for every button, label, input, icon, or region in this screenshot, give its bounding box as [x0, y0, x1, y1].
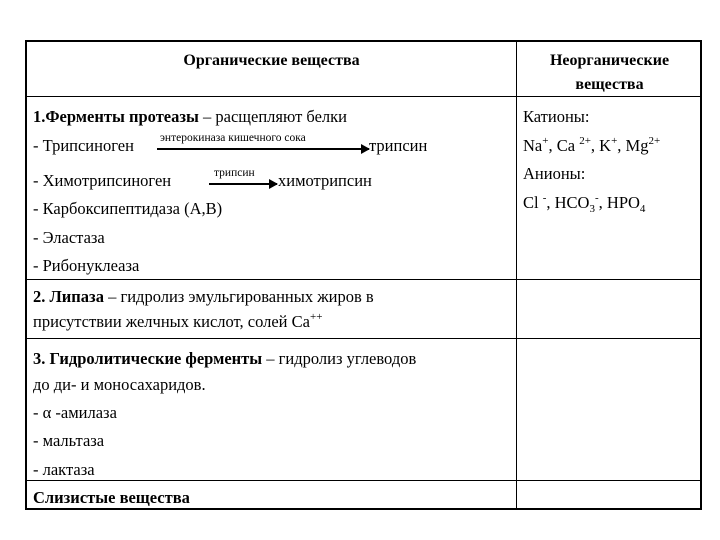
header-organic: Органические вещества: [183, 52, 360, 69]
trypsin-product: трипсин: [369, 136, 428, 155]
section3-number: 3.: [33, 349, 46, 368]
amylase-text: -амилаза: [51, 403, 117, 422]
cation-na-charge: +: [542, 135, 549, 147]
elastase-item: - Эластаза: [33, 228, 105, 247]
lactase-item: - лактаза: [33, 460, 95, 479]
mucous-substances: Слизистые вещества: [33, 488, 190, 507]
chymotrypsinogen-activator: трипсин: [214, 167, 255, 179]
section3-heading: [33, 344, 416, 373]
ribonuclease-item: - Рибонуклеаза: [33, 256, 140, 275]
calcium-charge: ++: [309, 311, 323, 323]
anion-hco3-charge: -: [594, 192, 599, 204]
section2-number: 2.: [33, 287, 46, 306]
section2-heading: [33, 284, 374, 309]
trypsinogen-activator: энтерокиназа кишечного сока: [160, 132, 306, 144]
cations-list: [523, 131, 660, 160]
section1-desc: – расщепляют белки: [198, 107, 347, 126]
cation-mg-charge: 2+: [648, 135, 661, 147]
alpha-symbol: α: [42, 403, 52, 422]
cations-label: Катионы:: [523, 107, 590, 126]
row-divider-3: [27, 480, 700, 481]
anions-list: [523, 188, 645, 217]
chymotrypsinogen-label: - Химотрипсиноген: [33, 171, 172, 190]
anion-hpo4-subscript: 4: [639, 203, 646, 215]
header-inorganic: [517, 49, 702, 97]
cation-k: , K: [590, 136, 612, 155]
section2-desc: – гидролиз эмульгированных жиров в: [103, 287, 374, 306]
amylase-prefix: -: [33, 403, 43, 422]
carboxypeptidase-item: - Карбоксипептидаза (А,В): [33, 199, 223, 218]
cation-ca: , Ca: [548, 136, 580, 155]
cation-ca-charge: 2+: [579, 135, 591, 147]
section2-line2: [33, 309, 322, 334]
section1-heading: [33, 102, 347, 131]
trypsinogen-label: - Трипсиноген: [33, 136, 134, 155]
chymotrypsinogen-arrow: [209, 183, 277, 185]
header-inorganic-line1: Неорганические: [549, 52, 670, 69]
anions-label: Анионы:: [523, 164, 586, 183]
enzymes-table: [25, 40, 702, 510]
row-divider-2: [27, 338, 700, 339]
section3-desc: – гидролиз углеводов: [262, 349, 417, 368]
section3-title: Гидролитические ферменты: [49, 349, 263, 368]
anion-cl-charge: -: [542, 192, 547, 204]
anion-hco3: , HCO: [546, 193, 590, 212]
section3-line2: до ди- и моносахаридов.: [33, 375, 206, 394]
section2-line2-text: присутствии желчных кислот, солей Са: [33, 312, 310, 331]
trypsinogen-arrow: [157, 148, 369, 150]
anion-cl: Cl: [523, 193, 543, 212]
section1-title: Ферменты протеазы: [45, 107, 199, 126]
cation-mg: , Mg: [617, 136, 649, 155]
cation-na: Na: [523, 136, 543, 155]
anion-hco3-subscript: 3: [589, 203, 595, 215]
section2-title: Липаза: [49, 287, 104, 306]
section1-number: 1.: [33, 107, 46, 126]
cation-k-charge: +: [611, 135, 618, 147]
chymotrypsin-product: химотрипсин: [278, 171, 372, 190]
header-inorganic-line2: вещества: [575, 76, 644, 93]
column-divider: [516, 42, 517, 508]
maltase-item: - мальтаза: [33, 431, 105, 450]
amylase-item: [33, 398, 117, 427]
anion-hpo4: , HPO: [598, 193, 640, 212]
